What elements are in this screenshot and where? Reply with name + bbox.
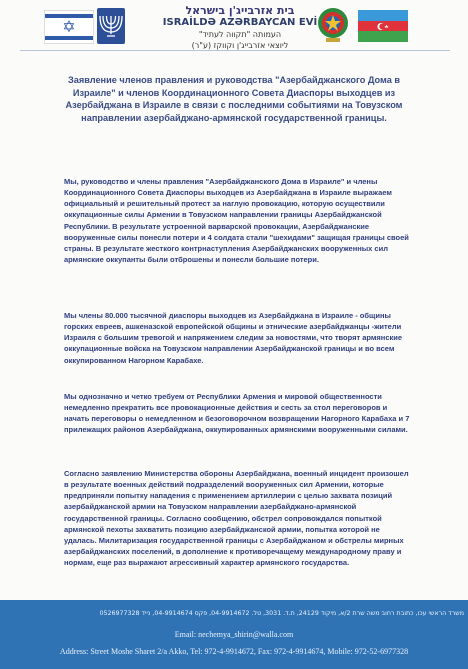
paragraph-2: Мы члены 80.000 тысячной диаспоры выходцев из Азербайджана в Израиле - общины горских евреев, ашкеназской европейской общины и этнические азербайджанцы -жители Израиля с большим тревогой и напряжением следим за новостями, что творят армянские оккупационные войска на Товузском направлении Азербайджанской границы и во всем оккупированном Нагорном Карабахе. <box>64 311 403 365</box>
footer-address-line: Address: Street Moshe Sharet 2/a Akko, Tel: 972-4-9914672, Fax: 972-4-9914674, Mobile: 972-52-6977328 <box>59 647 409 656</box>
footer-hebrew-address: משרד הראשי עכו, כתובת רחוב משה שרת 2/א, מיקוד 24129, ת.ד. 3031, טל. 04-9914672, פקס 04-9914674, נייד 0526977328 <box>99 610 464 617</box>
header-divider <box>20 50 450 51</box>
paragraph-4: Согласно заявлению Министерства обороны Азербайджана, военный инцидент произошел в результате военных действий подразделений вооруженных сил Армении, которые предприняли попытку нападения с применением артиллерии с целью захвата позиций азербайджанской армии на Товузском направлении азербайджано-армянской государственной границы. Согласно сообщению, обстрел сопровождался попыткой армянской пехоты захватить позицию азербайджанской армии, попытка которой не удалась. Милитаризация государственной границы с Азербайджаном и обстрелы мирных азербайджанских поселений, в дополнение к противоречащему международному праву и нормам, еще раз выражают агрессивный характер армянского государства. <box>64 469 409 568</box>
azerbaijan-flag-icon <box>358 10 408 42</box>
org-name-azerbaijani: ISRAİLDƏ AZƏRBAYCAN EVİ <box>162 17 318 28</box>
paragraph-1: Мы, руководство и члены правления "Азербайджанского Дома в Израиле" и члены Координационного Совета Диаспоры выходцев из Азербайджана в Израиле выражаем официальный и решительный протест за наглую провокацию, которую осуществили оккупационные силы Армении в Товузском направлении границы Азербайджанской Республики. В результате устроенной варварской провокации, Азербайджанские вооруженные силы понесли потери и 4 солдата стали "шехидами" защищая границы своей страны. В результате жесткого контрнаступления Азербайджанских вооруженных сил армянские оккупанты были отброшены и понесли большие потери. <box>64 177 409 265</box>
menorah-emblem-icon <box>97 8 125 44</box>
footer-bar <box>0 600 468 669</box>
azerbaijan-emblem-icon <box>316 6 350 44</box>
paragraph-3: Мы однозначно и четко требуем от Республики Армения и мировой общественности немедленно прекратить все провокационные действия и сесть за стол переговоров и начать переговоры о немедленном и безоговорочном возвращении Нагорного Карабаха и 7 прилежащих районов Азербайджана, оккупированных армянскими вооруженными силами. <box>64 392 410 435</box>
org-subtitle-hebrew-2: ליוצאי אזרבייג'ן וקווקז (ע"ר) <box>191 41 289 50</box>
org-name-hebrew: בית אזרבייג'ן בישראל <box>185 4 295 17</box>
email-link[interactable]: nechemya_shirin@walla.com <box>198 630 294 639</box>
footer-email-line <box>0 630 468 639</box>
statement-title: Заявление членов правления и руководства "Азербайджанского Дома в Израиле" и членов Координационного Совета Диаспоры выходцев из Азербайджана в Израиле в связи с последними событиями на Товузском направлении азербайджано-армянской государственной границы. <box>65 75 403 123</box>
israel-flag-icon: ✡ <box>44 10 94 44</box>
email-label: Email: <box>174 630 197 639</box>
org-subtitle-hebrew-1: העמותה "תקווה לעתיד" <box>198 30 282 39</box>
